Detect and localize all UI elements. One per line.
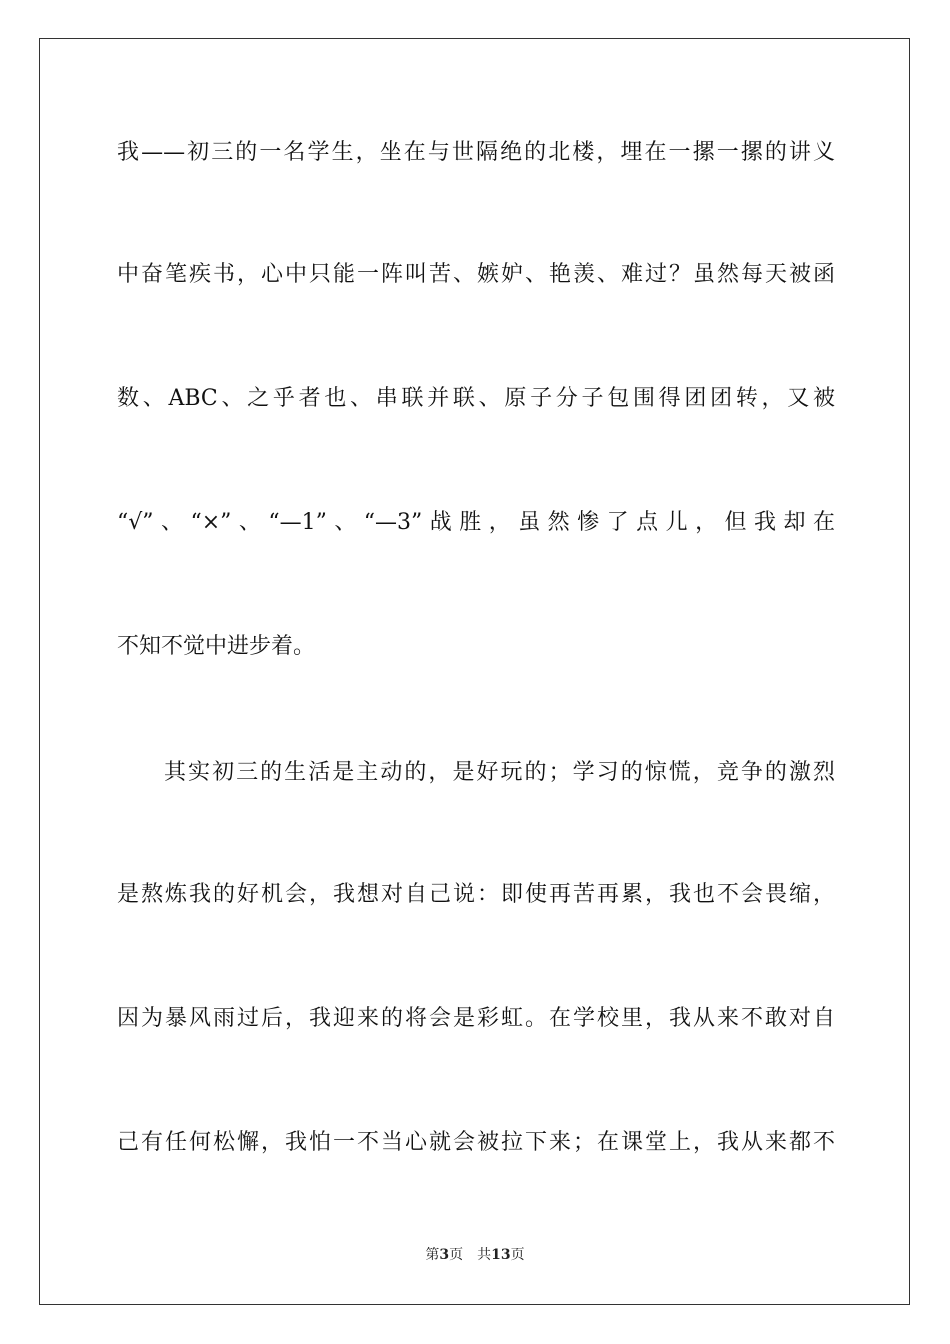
paragraph-line-2: 中奋笔疾书，心中只能一阵叫苦、嫉妒、艳羡、难过？虽然每天被函 [117, 262, 835, 287]
total-suffix: 页 [510, 1247, 525, 1263]
paragraph-line-5: 不知不觉中进步着。 [117, 634, 316, 659]
page-footer [0, 1246, 950, 1264]
page-number: 3 [439, 1247, 450, 1263]
paragraph-line-8: 因为暴风雨过后，我迎来的将会是彩虹。在学校里，我从来不敢对自 [117, 1006, 835, 1031]
paragraph-line-6: 其实初三的生活是主动的，是好玩的；学习的惊慌，竞争的激烈 [164, 760, 835, 785]
page-suffix: 页 [449, 1247, 464, 1263]
paragraph-line-1: 我——初三的一名学生，坐在与世隔绝的北楼，埋在一摞一摞的讲义 [117, 140, 835, 165]
total-prefix: 共 [477, 1247, 492, 1263]
page-prefix: 第 [425, 1247, 440, 1263]
paragraph-line-4: “√”、“×”、“—1”、“—3”战胜，虽然惨了点儿，但我却在 [117, 510, 835, 535]
paragraph-line-3: 数、ABC、之乎者也、串联并联、原子分子包围得团团转，又被 [117, 386, 835, 411]
paragraph-line-7: 是熬炼我的好机会，我想对自己说：即使再苦再累，我也不会畏缩， [117, 882, 835, 907]
total-pages: 13 [491, 1247, 511, 1263]
page-border [39, 38, 910, 1305]
paragraph-line-9: 己有任何松懈，我怕一不当心就会被拉下来；在课堂上，我从来都不 [117, 1130, 835, 1155]
